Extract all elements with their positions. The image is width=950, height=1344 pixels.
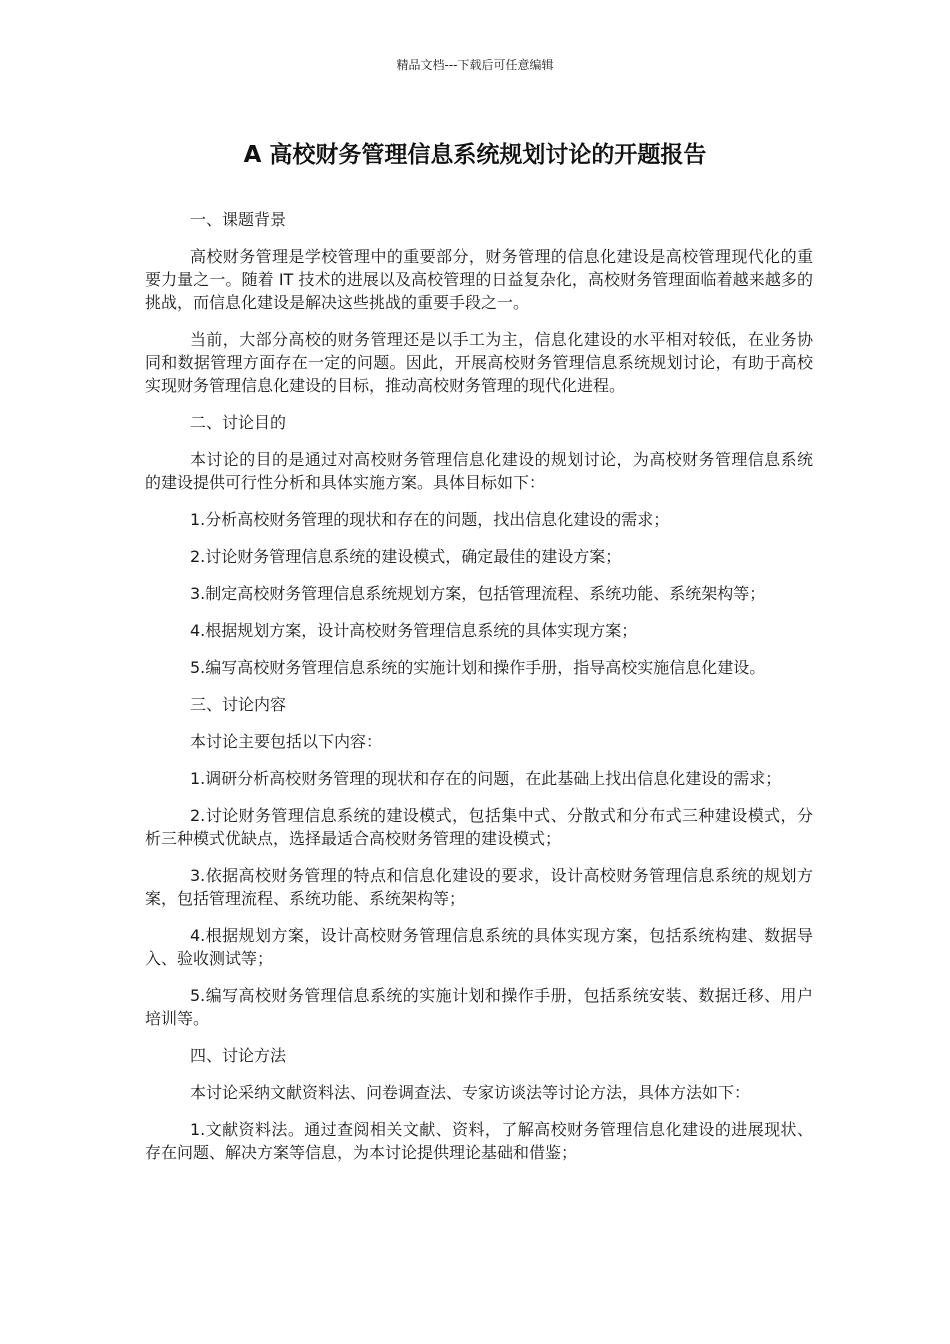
purpose-item-2: 2.讨论财务管理信息系统的建设模式，确定最佳的建设方案； [190,547,622,566]
paragraph-content-intro: 本讨论主要包括以下内容： [190,732,383,751]
paragraph-purpose-intro: 本讨论的目的是通过对高校财务管理信息化建设的规划讨论，为高校财务管理信息系统的建设提供可行性分析和具体实施方案。具体目标如下： [145,450,813,492]
paragraph-background-2: 当前，大部分高校的财务管理还是以手工为主，信息化建设的水平相对较低，在业务协同和数据管理方面存在一定的问题。因此，开展高校财务管理信息系统规划讨论，有助于高校实现财务管理信息化建设的目标，推动高校财务管理的现代化进程。 [145,330,813,395]
paragraph-method-intro: 本讨论采纳文献资料法、问卷调查法、专家访谈法等讨论方法，具体方法如下： [190,1083,751,1102]
content-item-4: 4.根据规划方案，设计高校财务管理信息系统的具体实现方案，包括系统构建、数据导入、验收测试等； [145,926,813,968]
purpose-item-4: 4.根据规划方案，设计高校财务管理信息系统的具体实现方案； [190,621,638,640]
content-item-5: 5.编写高校财务管理信息系统的实施计划和操作手册，包括系统安装、数据迁移、用户培训等。 [145,986,813,1028]
section-heading-content: 三、讨论内容 [190,695,287,714]
content-item-3: 3.依据高校财务管理的特点和信息化建设的要求，设计高校财务管理信息系统的规划方案，包括管理流程、系统功能、系统架构等； [145,866,813,908]
section-heading-purpose: 二、讨论目的 [190,413,287,432]
content-item-2: 2.讨论财务管理信息系统的建设模式，包括集中式、分散式和分布式三种建设模式，分析三种模式优缺点，选择最适合高校财务管理的建设模式； [145,806,813,848]
page-header: 精品文档---下载后可任意编辑 [396,58,554,72]
method-item-1: 1.文献资料法。通过查阅相关文献、资料，了解高校财务管理信息化建设的进展现状、存在问题、解决方案等信息，为本讨论提供理论基础和借鉴； [145,1120,813,1162]
purpose-item-1: 1.分析高校财务管理的现状和存在的问题，找出信息化建设的需求； [190,510,670,529]
paragraph-background-1: 高校财务管理是学校管理中的重要部分，财务管理的信息化建设是高校管理现代化的重要力量之一。随着 IT 技术的进展以及高校管理的日益复杂化，高校财务管理面临着越来越多的挑战，而信息化建设是解决这些挑战的重要手段之一。 [145,247,813,312]
section-heading-background: 一、课题背景 [190,210,287,229]
content-item-1: 1.调研分析高校财务管理的现状和存在的问题，在此基础上找出信息化建设的需求； [190,769,782,788]
purpose-item-5: 5.编写高校财务管理信息系统的实施计划和操作手册，指导高校实施信息化建设。 [190,658,766,677]
document-body [145,208,813,1178]
document-title: A 高校财务管理信息系统规划讨论的开题报告 [243,142,707,168]
section-heading-method: 四、讨论方法 [190,1046,287,1065]
purpose-item-3: 3.制定高校财务管理信息系统规划方案，包括管理流程、系统功能、系统架构等； [190,584,766,603]
